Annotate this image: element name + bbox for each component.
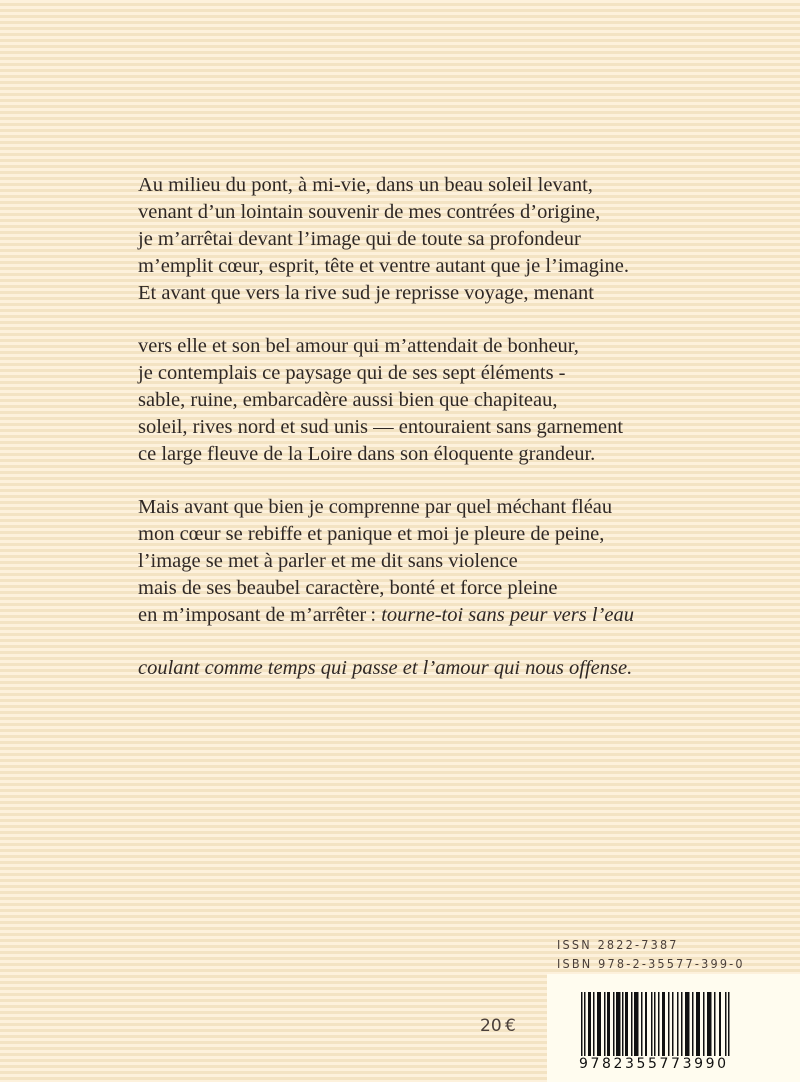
issn-text: ISSN 2822-7387 (557, 937, 679, 952)
poem-line: mais de ses beaubel caractère, bonté et force pleine (138, 577, 558, 599)
poem-line: l’image se met à parler et me dit sans violence (138, 550, 518, 572)
barcode-icon (581, 992, 731, 1064)
price-label: 20 € (480, 1016, 516, 1036)
stanza-4 (138, 655, 698, 682)
poem-text (138, 172, 698, 708)
stanza-1 (138, 172, 698, 307)
barcode-digits: 9782355773990 (579, 1056, 729, 1072)
poem-line: venant d’un lointain souvenir de mes contrées d’origine, (138, 201, 601, 223)
stanza-2 (138, 333, 698, 468)
poem-line: vers elle et son bel amour qui m’attendait de bonheur, (138, 335, 579, 357)
poem-line-italic-part: tourne-toi sans peur vers l’eau (381, 604, 634, 626)
isbn-text: ISBN 978-2-35577-399-0 (557, 956, 745, 971)
poem-line: m’emplit cœur, esprit, tête et ventre autant que je l’imagine. (138, 255, 629, 277)
stanza-3 (138, 494, 698, 629)
poem-line: je m’arrêtai devant l’image qui de toute sa profondeur (138, 228, 581, 250)
poem-line: Au milieu du pont, à mi-vie, dans un beau soleil levant, (138, 174, 593, 196)
poem-line: je contemplais ce paysage qui de ses sept éléments - (138, 362, 566, 384)
poem-line: mon cœur se rebiffe et panique et moi je pleure de peine, (138, 523, 605, 545)
poem-line-roman-part: en m’imposant de m’arrêter : (138, 604, 382, 626)
book-identifiers (557, 935, 745, 973)
poem-line: ce large fleuve de la Loire dans son éloquente grandeur. (138, 443, 596, 465)
poem-line: sable, ruine, embarcadère aussi bien que chapiteau, (138, 389, 558, 411)
barcode-panel (547, 974, 800, 1082)
poem-line: Mais avant que bien je comprenne par quel méchant fléau (138, 496, 613, 518)
poem-line-italic: coulant comme temps qui passe et l’amour qui nous offense. (138, 657, 633, 679)
poem-line-mixed (138, 602, 698, 629)
poem-line: Et avant que vers la rive sud je reprisse voyage, menant (138, 282, 594, 304)
poem-line: soleil, rives nord et sud unis — entouraient sans garnement (138, 416, 624, 438)
